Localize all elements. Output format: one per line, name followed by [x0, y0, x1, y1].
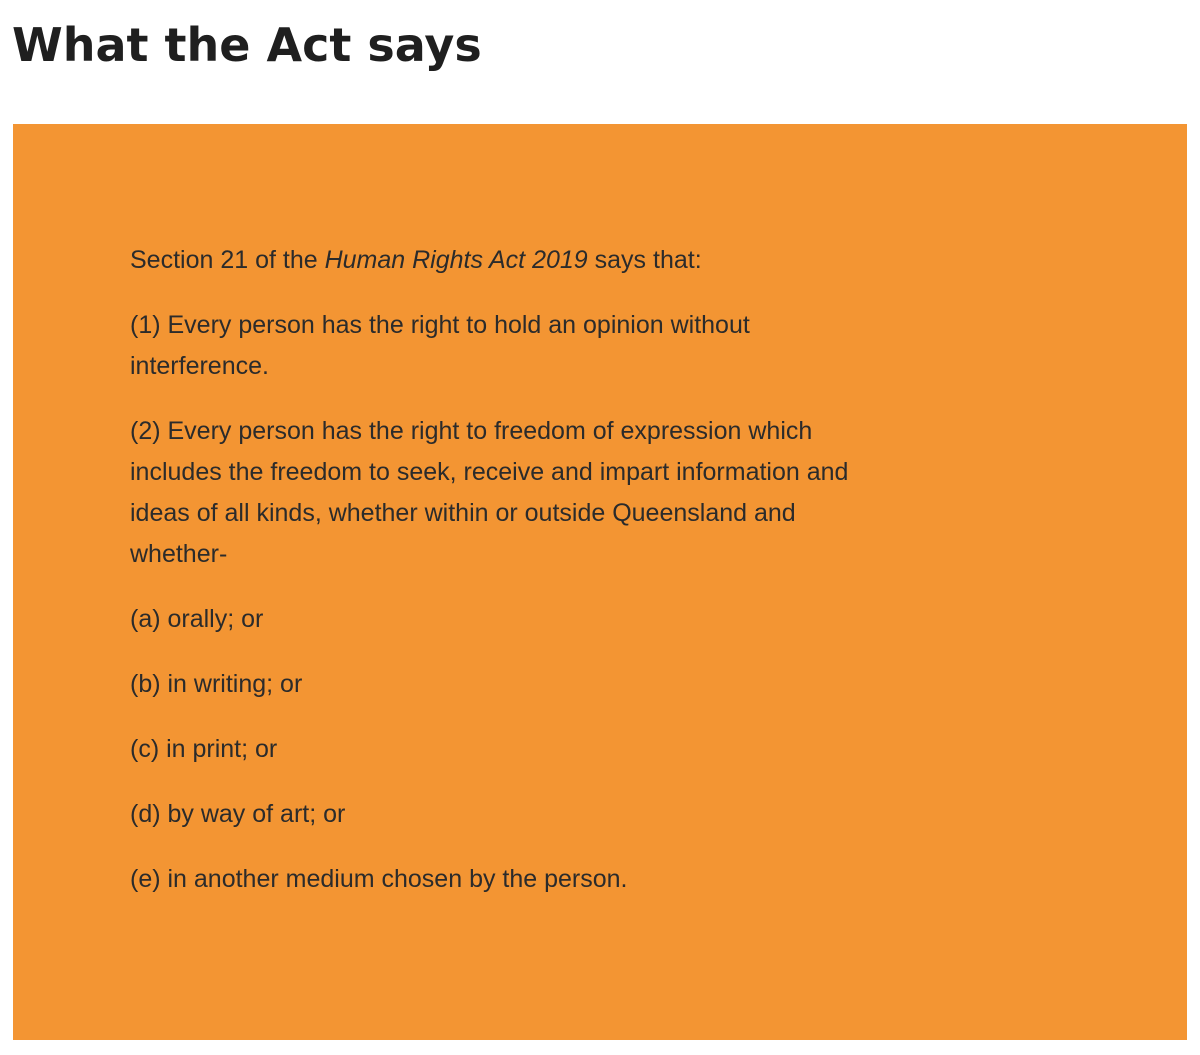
act-title: Human Rights Act 2019 [324, 246, 588, 274]
clause-2: (2) Every person has the right to freedom of expression which includes the freedom to seek, receive and impart information and ideas of all kinds, whether within or outside Queensland and whether- [130, 417, 849, 568]
clause-d: (d) by way of art; or [130, 800, 346, 828]
intro-prefix: Section 21 of the [130, 246, 325, 274]
clause-b: (b) in writing; or [130, 670, 303, 698]
clause-c: (c) in print; or [130, 735, 278, 763]
intro-suffix: says that: [587, 246, 702, 274]
clause-a: (a) orally; or [130, 605, 264, 633]
act-quote-box [13, 124, 1187, 1040]
act-quote-content [130, 240, 870, 924]
clause-e: (e) in another medium chosen by the person. [130, 865, 628, 893]
quote-intro [130, 240, 870, 281]
clause-1: (1) Every person has the right to hold an opinion without interference. [130, 311, 750, 380]
page-title: What the Act says [12, 18, 482, 72]
